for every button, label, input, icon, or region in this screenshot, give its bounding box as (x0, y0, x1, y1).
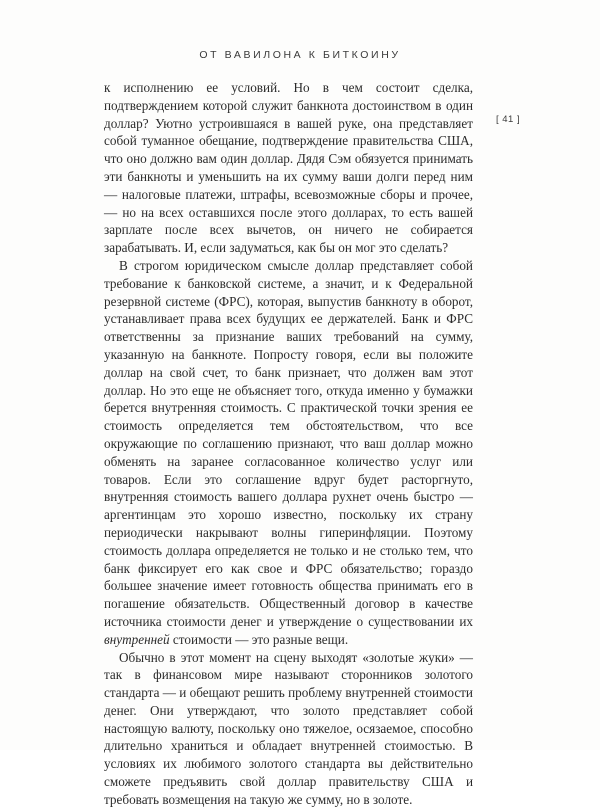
paragraph-2 (104, 257, 473, 649)
page-number: [ 41 ] (496, 114, 521, 125)
paragraph-1: к исполнению ее условий. Но в чем состоит сделка, подтверждением которой служит банкнота достоинством в один доллар? Уютно устроившаяся в вашей руке, она представляет собой туманное обещание, подтверждение правительства США, что оно должно вам один доллар. Дядя Сэм обязуется принимать эти банкноты и уменьшить на их сумму ваши долги перед ним — налоговые платежи, штрафы, всевозможные сборы и прочее, — но на всех оставшихся после этого долларах, то есть вашей зарплате после всех вычетов, он ничего не собирается зарабатывать. И, если задуматься, как бы он мог это сделать? (104, 80, 473, 256)
running-head-title: ОТ ВАВИЛОНА К БИТКОИНУ (199, 49, 401, 61)
paragraph-2-text: В строгом юридическом смысле доллар представляет собой требование к банковской системе, а значит, и к Федеральной резервной системе (ФРС), которая, выпустив банкноту в оборот, устанавливает права всех будущих ее держателей. Банк и ФРС ответственны за признание ваших требований на сумму, указанную на банкноте. Попросту говоря, если вы положите доллар на свой счет, то банк признает, что должен вам этот доллар. Но это еще не объясняет того, откуда именно у бумажки берется внутренняя стоимость. С практической точки зрения ее стоимость определяется тем обстоятельством, что все окружающие по соглашению признают, что ваш доллар можно обменять на заранее согласованное количество услуг или товаров. Если это соглашение вдруг будет расторгнуто, внутренняя стоимость вашего доллара рухнет очень быстро — аргентинцам это хорошо известно, поскольку их страну периодически накрывают волны гиперинфляции. Поэтому стоимость доллара определяется не только и не столько тем, что банк фиксирует его как свое и ФРС обязательство; гораздо большее значение имеет готовность общества принимать его в погашение обязательств. Общественный договор в качестве источника стоимости денег и утверждение о существовании их (104, 257, 473, 629)
body-text (104, 79, 473, 809)
paragraph-3: Обычно в этот момент на сцену выходят «золотые жуки» — так в финансовом мире называют сторонников золотого стандарта — и обещают решить проблему внутренней стоимости денег. Они утверждают, что золото представляет собой настоящую валюту, поскольку оно тяжелое, осязаемое, способно длительно храниться и обладает внутренней стоимостью. В условиях их любимого золотого стандарта вы действительно сможете предъявить свой доллар правительству США и требовать возмещения на такую же сумму, но в золоте. (104, 649, 473, 807)
paragraph-2-emphasis: внутренней (104, 631, 170, 647)
paragraph-2-text-after: стоимости — это разные вещи. (172, 631, 349, 647)
